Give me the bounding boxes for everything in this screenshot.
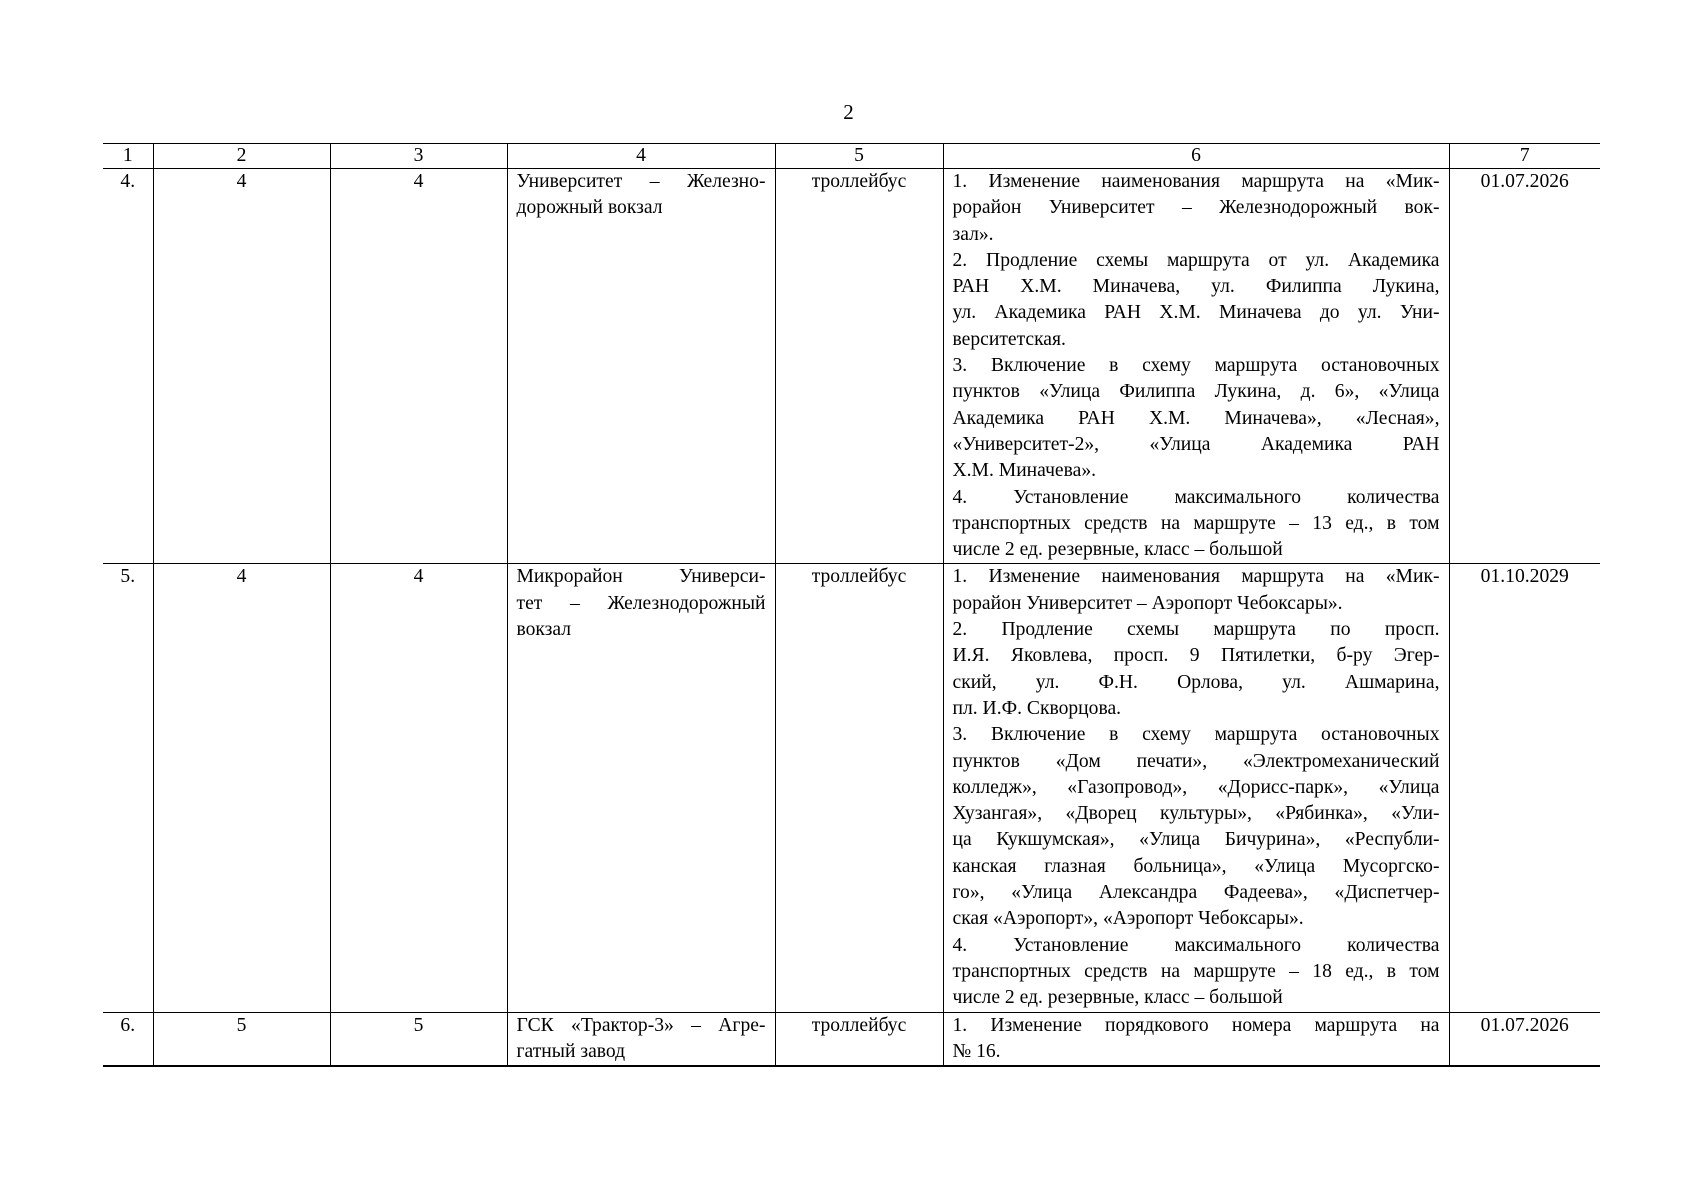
routes-table bbox=[103, 143, 1600, 1067]
header-cell-7: 7 bbox=[1449, 144, 1600, 169]
header-cell-3: 3 bbox=[330, 144, 507, 169]
changes-line: ул. Академика РАН Х.М. Миначева до ул. Уни- bbox=[952, 302, 1440, 324]
changes-line: 1. Изменение порядкового номера маршрута на bbox=[952, 1014, 1440, 1036]
cell-col2: 4 bbox=[153, 564, 330, 1012]
route-name-line: гатный завод bbox=[516, 1040, 626, 1062]
changes-line: числе 2 ед. резервные, класс – большой bbox=[952, 539, 1283, 561]
header-cell-4: 4 bbox=[507, 144, 775, 169]
changes-line: зал». bbox=[952, 223, 994, 245]
changes-line: № 16. bbox=[952, 1040, 1001, 1062]
header-cell-2: 2 bbox=[153, 144, 330, 169]
changes-cell bbox=[943, 564, 1449, 1012]
changes-line: 3. Включение в схему маршрута остановочных bbox=[952, 355, 1440, 377]
changes-line: канская глазная больница», «Улица Мусоргско- bbox=[952, 855, 1440, 877]
changes-line: 2. Продление схемы маршрута от ул. Академика bbox=[952, 249, 1440, 271]
route-name-line: Университет – Железно- bbox=[516, 171, 766, 192]
changes-line: 4. Установление максимального количества bbox=[952, 486, 1440, 508]
cell-col2: 4 bbox=[153, 169, 330, 564]
cell-col3: 4 bbox=[330, 564, 507, 1012]
vehicle-type: троллейбус bbox=[775, 169, 943, 564]
route-name-line: ГСК «Трактор-3» – Агре- bbox=[516, 1014, 766, 1036]
changes-line: числе 2 ед. резервные, класс – большой bbox=[952, 987, 1283, 1009]
table-row bbox=[103, 564, 1600, 1012]
changes-line: пунктов «Улица Филиппа Лукина, д. 6», «Улица bbox=[952, 381, 1440, 403]
table-row bbox=[103, 169, 1600, 564]
route-name-cell bbox=[507, 1012, 775, 1066]
changes-line: 3. Включение в схему маршрута остановочных bbox=[952, 724, 1440, 746]
changes-line: 4. Установление максимального количества bbox=[952, 934, 1440, 956]
header-cell-1: 1 bbox=[103, 144, 153, 169]
route-name-cell bbox=[507, 564, 775, 1012]
cell-col3: 5 bbox=[330, 1012, 507, 1066]
changes-line: го», «Улица Александра Фадеева», «Диспетчер- bbox=[952, 882, 1440, 904]
changes-line: пунктов «Дом печати», «Электромеханический bbox=[952, 750, 1440, 772]
vehicle-type: троллейбус bbox=[775, 564, 943, 1012]
header-row bbox=[103, 144, 1600, 169]
cell-col3: 4 bbox=[330, 169, 507, 564]
changes-cell bbox=[943, 1012, 1449, 1066]
changes-line: Хузангая», «Дворец культуры», «Рябинка», «Ули- bbox=[952, 803, 1440, 825]
route-name-line: дорожный вокзал bbox=[516, 197, 663, 219]
effective-date: 01.07.2026 bbox=[1449, 169, 1600, 564]
changes-line: Академика РАН Х.М. Миначева», «Лесная», bbox=[952, 407, 1440, 429]
changes-line: «Университет-2», «Улица Академика РАН bbox=[952, 433, 1440, 455]
route-name-line: вокзал bbox=[516, 619, 572, 641]
header-cell-5: 5 bbox=[775, 144, 943, 169]
cell-col2: 5 bbox=[153, 1012, 330, 1066]
row-number: 6. bbox=[103, 1012, 153, 1066]
row-number: 4. bbox=[103, 169, 153, 564]
changes-line: 1. Изменение наименования маршрута на «Мик- bbox=[952, 171, 1440, 192]
changes-line: транспортных средств на маршруте – 18 ед., в том bbox=[952, 960, 1440, 982]
effective-date: 01.07.2026 bbox=[1449, 1012, 1600, 1066]
route-name-line: тет – Железнодорожный bbox=[516, 592, 766, 614]
header-cell-6: 6 bbox=[943, 144, 1449, 169]
route-name-cell bbox=[507, 169, 775, 564]
changes-cell bbox=[943, 169, 1449, 564]
changes-line: РАН Х.М. Миначева, ул. Филиппа Лукина, bbox=[952, 276, 1440, 298]
changes-line: пл. И.Ф. Скворцова. bbox=[952, 697, 1122, 719]
changes-line: И.Я. Яковлева, просп. 9 Пятилетки, б-ру Эгер- bbox=[952, 645, 1440, 667]
changes-line: ская «Аэропорт», «Аэропорт Чебоксары». bbox=[952, 908, 1304, 930]
changes-line: рорайон Университет – Железнодорожный вок- bbox=[952, 197, 1440, 219]
table-row bbox=[103, 1012, 1600, 1066]
effective-date: 01.10.2029 bbox=[1449, 564, 1600, 1012]
changes-line: ский, ул. Ф.Н. Орлова, ул. Ашмарина, bbox=[952, 671, 1440, 693]
changes-line: рорайон Университет – Аэропорт Чебоксары». bbox=[952, 592, 1343, 614]
changes-line: верситетская. bbox=[952, 328, 1066, 350]
changes-line: 2. Продление схемы маршрута по просп. bbox=[952, 619, 1440, 641]
changes-line: транспортных средств на маршруте – 13 ед., в том bbox=[952, 512, 1440, 534]
row-number: 5. bbox=[103, 564, 153, 1012]
vehicle-type: троллейбус bbox=[775, 1012, 943, 1066]
changes-line: ца Кукшумская», «Улица Бичурина», «Республи- bbox=[952, 829, 1440, 851]
route-name-line: Микрорайон Универси- bbox=[516, 566, 766, 588]
changes-line: 1. Изменение наименования маршрута на «Мик- bbox=[952, 566, 1440, 588]
changes-line: колледж», «Газопровод», «Дорисс-парк», «Улица bbox=[952, 776, 1440, 798]
changes-line: Х.М. Миначева». bbox=[952, 460, 1097, 482]
page-number: 2 bbox=[843, 100, 854, 124]
